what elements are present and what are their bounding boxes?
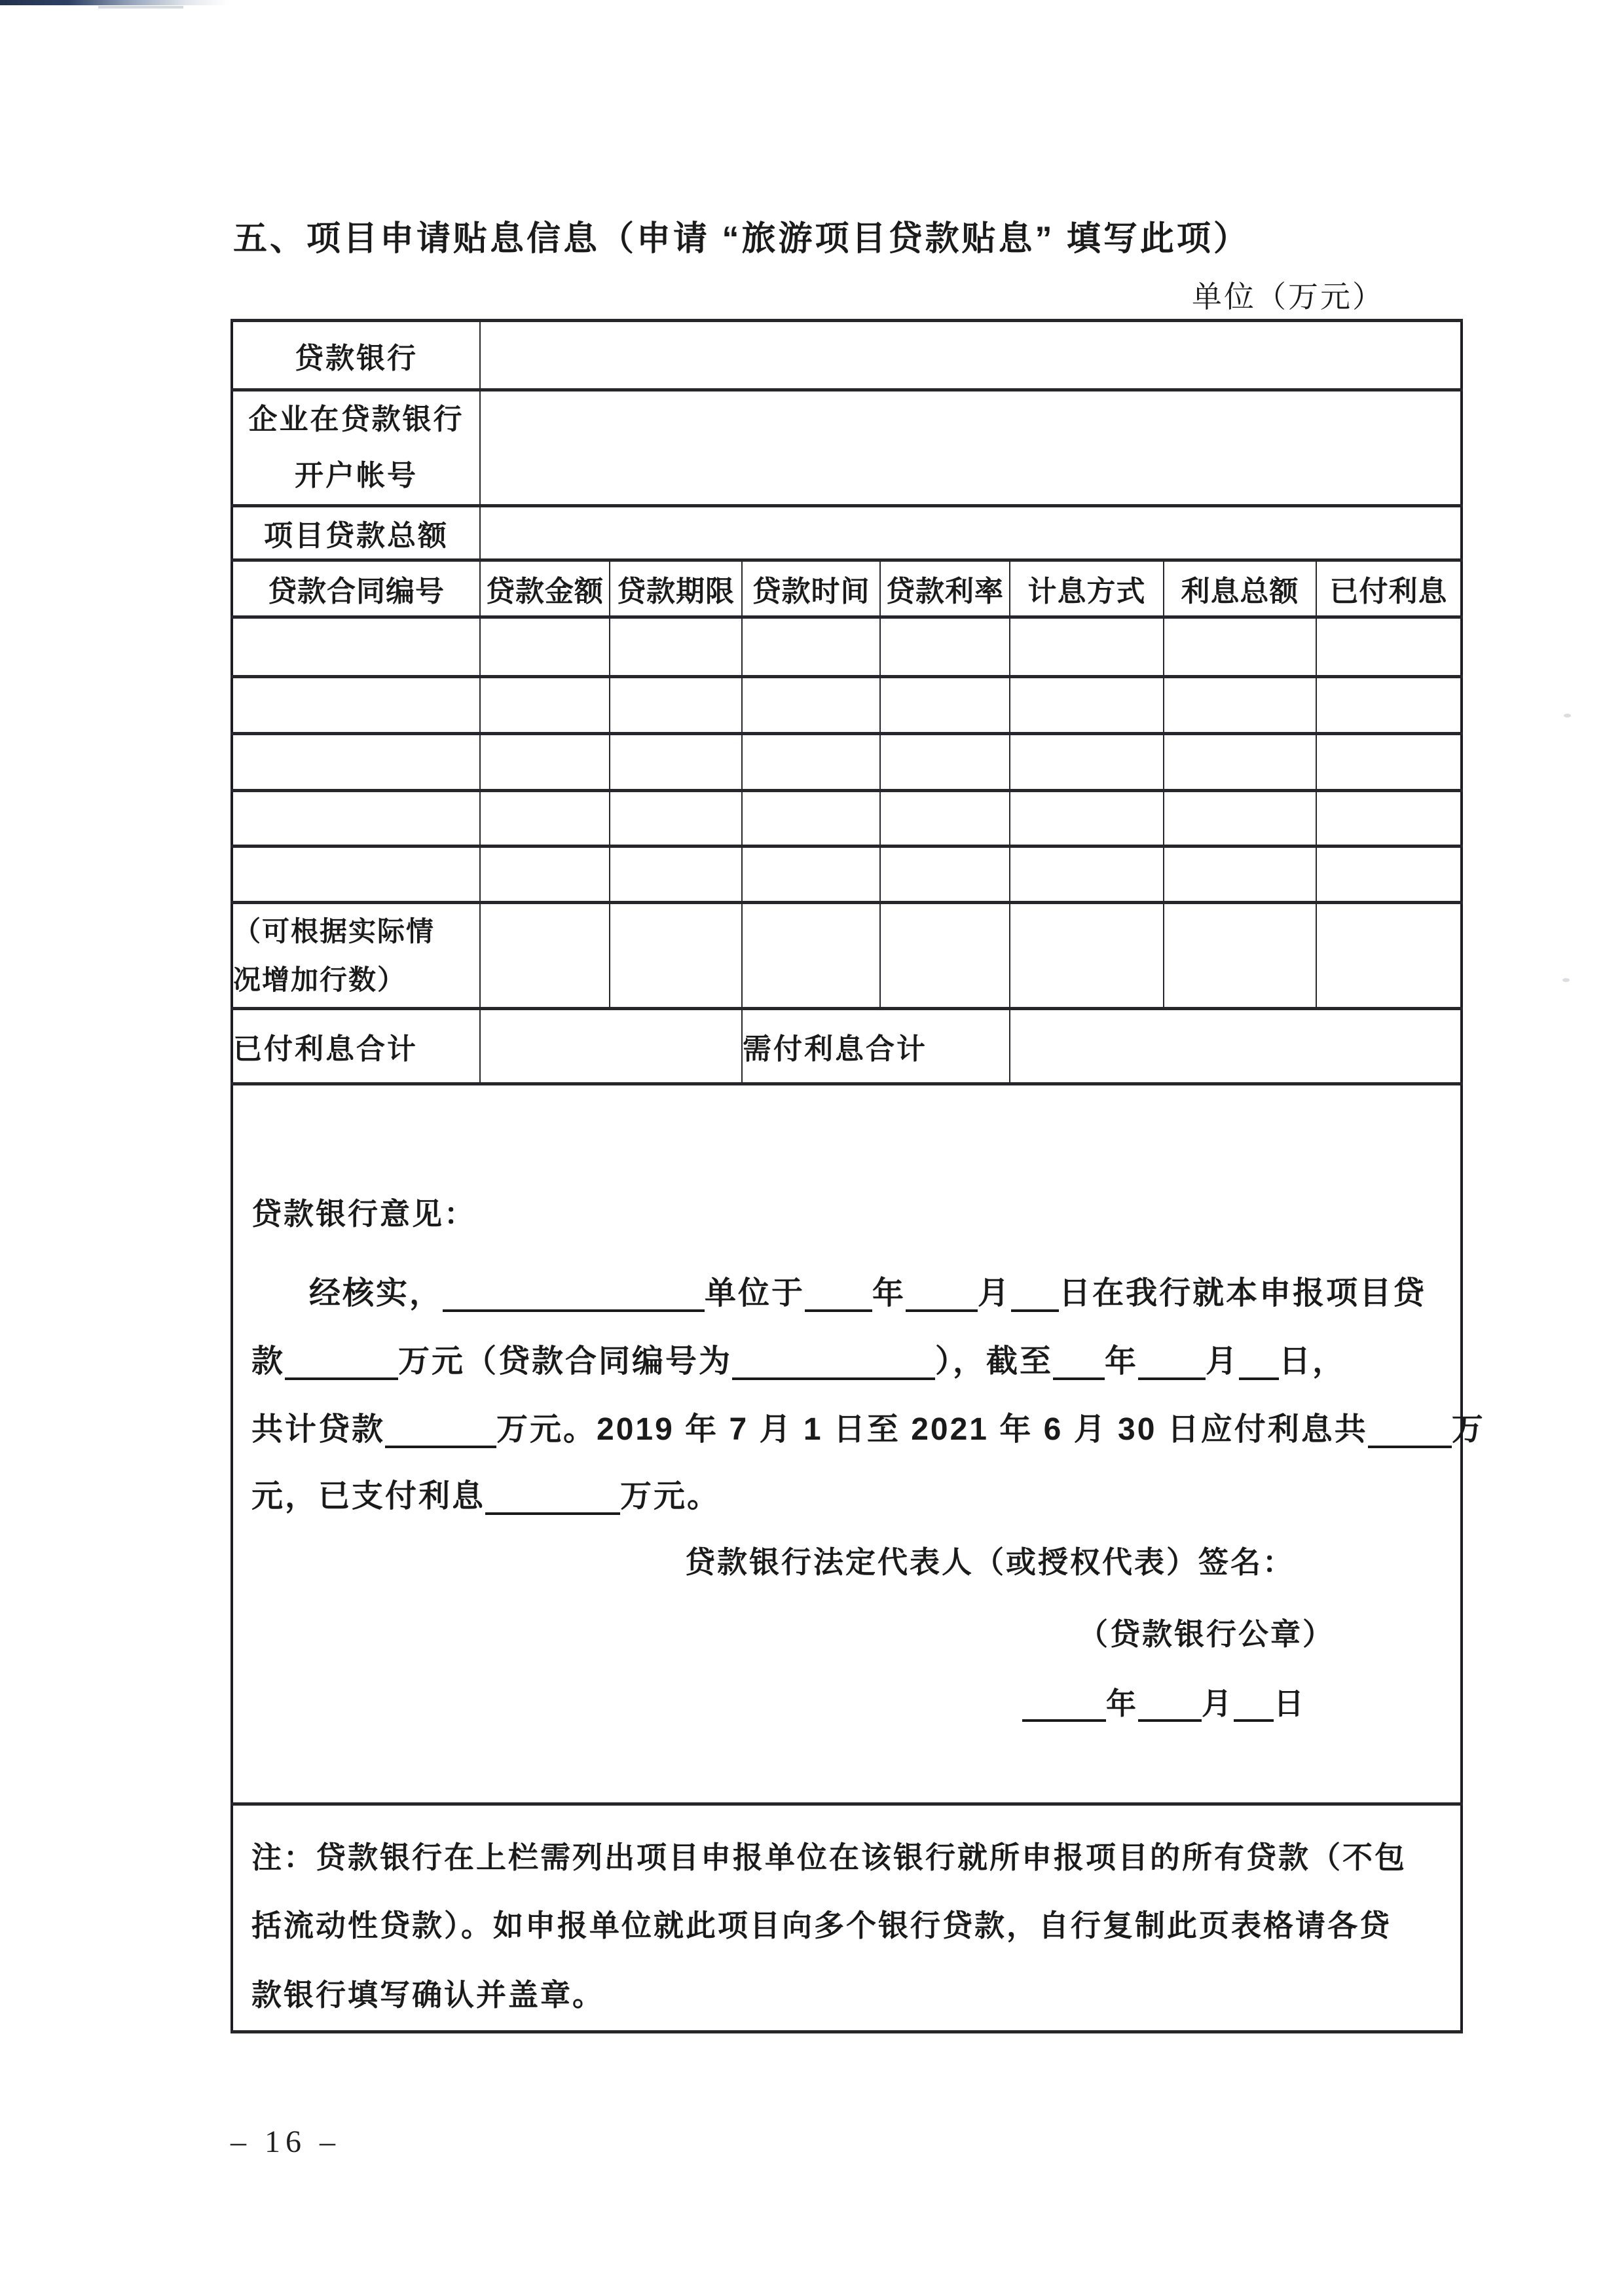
bank-opinion-cell — [232, 1084, 1485, 1804]
opinion-line-1 — [251, 1275, 1426, 1312]
col-header-loan-time: 贷款时间 — [742, 560, 880, 617]
col-header-interest-paid: 已付利息 — [1316, 560, 1462, 617]
loan-record-cell[interactable] — [232, 791, 480, 847]
account-row-label — [232, 390, 480, 506]
loan-record-cell[interactable] — [610, 617, 742, 677]
loan-record-cell[interactable] — [880, 617, 1010, 677]
add-rows-note-line2: 况增加行数） — [233, 964, 407, 995]
loan-record-cell[interactable] — [1316, 847, 1462, 903]
bank-row — [232, 321, 1462, 390]
sign-month-blank[interactable] — [1138, 1685, 1202, 1722]
opinion-text: 单位于 — [705, 1276, 805, 1311]
loan-record-cell[interactable] — [742, 903, 880, 1009]
opinion-line-3 — [251, 1412, 1485, 1448]
opinion-text: 经核实， — [309, 1276, 443, 1311]
col-header-contract-number: 贷款合同编号 — [232, 560, 480, 617]
loan-record-cell[interactable] — [1164, 677, 1316, 734]
loan-record-cell[interactable] — [1010, 903, 1164, 1009]
loan-record-cell[interactable] — [610, 734, 742, 791]
opinion-date-line — [1022, 1685, 1306, 1722]
opinion-text: 年 — [872, 1276, 906, 1311]
footnote-line-3: 款银行填写确认并盖章。 — [251, 1978, 604, 2012]
loan-record-cell[interactable] — [610, 791, 742, 847]
loan-record-row — [232, 617, 1462, 677]
loan-record-cell[interactable] — [880, 734, 1010, 791]
cutoff-day-blank[interactable] — [1239, 1343, 1279, 1380]
sign-day-blank[interactable] — [1234, 1685, 1274, 1722]
interest-due-blank[interactable] — [1368, 1412, 1452, 1448]
loan-record-row — [232, 734, 1462, 791]
opinion-text: ），截至 — [935, 1344, 1054, 1379]
loan-record-cell[interactable] — [1316, 734, 1462, 791]
due-interest-total-label: 需付利息合计 — [742, 1009, 1010, 1084]
scan-artifact-strip — [0, 0, 229, 5]
loan-record-cell[interactable] — [1010, 734, 1164, 791]
scan-speck — [1562, 978, 1570, 982]
bank-row-label: 贷款银行 — [232, 321, 480, 390]
loan-record-cell[interactable] — [742, 791, 880, 847]
contract-number-blank[interactable] — [732, 1343, 935, 1380]
account-label-line2: 开户帐号 — [295, 460, 418, 492]
col-header-loan-term: 贷款期限 — [610, 560, 742, 617]
cutoff-month-blank[interactable] — [1138, 1343, 1206, 1380]
loan-total-value-cell[interactable] — [480, 506, 1462, 560]
opinion-text: 万元（贷款合同编号为 — [398, 1344, 733, 1379]
loan-record-cell[interactable] — [1010, 617, 1164, 677]
loan-record-cell[interactable] — [232, 617, 480, 677]
opinion-text: 款 — [251, 1344, 286, 1379]
unit-name-blank[interactable] — [443, 1275, 705, 1312]
footnote-row — [232, 1804, 1462, 2032]
opinion-text: 万 — [1451, 1412, 1485, 1447]
opinion-line-2 — [251, 1343, 1346, 1380]
page-number: – 16 – — [231, 2124, 341, 2159]
loan-record-cell[interactable] — [480, 847, 610, 903]
scan-speck — [1564, 714, 1571, 718]
bank-signature-label: 贷款银行法定代表人（或授权代表）签名： — [685, 1545, 1295, 1579]
account-row — [232, 390, 1462, 506]
due-interest-total-value-cell[interactable] — [1010, 1009, 1462, 1084]
bank-seal-label: （贷款银行公章） — [1078, 1617, 1335, 1651]
loan-date-year-blank[interactable] — [805, 1275, 872, 1312]
opinion-text: 月 — [978, 1276, 1012, 1311]
loan-record-row — [232, 847, 1462, 903]
opinion-text: 月 — [1206, 1344, 1240, 1379]
footnote-line-1: 注：贷款银行在上栏需列出项目申报单位在该银行就所申报项目的所有贷款（不包 — [251, 1840, 1407, 1874]
loan-record-cell[interactable] — [480, 903, 610, 1009]
opinion-text: 万元。2019 年 7 月 1 日至 2021 年 6 月 30 日应付利息共 — [496, 1412, 1368, 1447]
loan-record-cell[interactable] — [880, 791, 1010, 847]
loan-date-month-blank[interactable] — [906, 1275, 978, 1312]
column-header-row — [232, 560, 1462, 617]
loan-record-cell[interactable] — [232, 847, 480, 903]
scan-artifact-smudge — [98, 6, 183, 9]
loan-record-cell[interactable] — [1316, 677, 1462, 734]
col-header-loan-rate: 贷款利率 — [880, 560, 1010, 617]
col-header-interest-total: 利息总额 — [1164, 560, 1316, 617]
loan-record-cell[interactable] — [480, 677, 610, 734]
date-text: 月 — [1202, 1686, 1234, 1721]
loan-date-day-blank[interactable] — [1011, 1275, 1059, 1312]
interest-totals-row — [232, 1009, 1462, 1084]
account-label-line1: 企业在贷款银行 — [248, 403, 464, 435]
loan-record-cell[interactable] — [742, 617, 880, 677]
loan-record-row — [232, 791, 1462, 847]
loan-record-row — [232, 677, 1462, 734]
loan-record-cell[interactable] — [610, 677, 742, 734]
bank-opinion-row — [232, 1084, 1462, 1804]
loan-record-cell[interactable] — [880, 677, 1010, 734]
unit-label: 单位（万元） — [1192, 280, 1384, 314]
bank-row-value-cell[interactable] — [480, 321, 1462, 390]
total-loan-blank[interactable] — [385, 1412, 496, 1448]
account-row-value-cell[interactable] — [480, 390, 1462, 506]
section-title: 五、项目申请贴息信息（申请 “旅游项目贷款贴息” 填写此项） — [233, 220, 1250, 258]
date-text: 日 — [1274, 1686, 1306, 1721]
loan-record-cell[interactable] — [1316, 617, 1462, 677]
loan-amount-blank[interactable] — [285, 1343, 398, 1380]
interest-paid-blank[interactable] — [485, 1478, 620, 1515]
loan-record-cell[interactable] — [880, 903, 1010, 1009]
opinion-text: 万元。 — [620, 1479, 721, 1514]
add-rows-note-row — [232, 903, 1462, 1009]
loan-record-cell[interactable] — [1164, 847, 1316, 903]
loan-total-row — [232, 506, 1462, 560]
loan-record-cell[interactable] — [1164, 617, 1316, 677]
add-rows-note-line1: （可根据实际情 — [233, 915, 435, 947]
col-header-loan-amount: 贷款金额 — [480, 560, 610, 617]
loan-subsidy-table — [231, 319, 1485, 2033]
bank-opinion-heading: 贷款银行意见： — [251, 1197, 476, 1231]
loan-record-cell[interactable] — [610, 847, 742, 903]
loan-record-cell[interactable] — [1316, 903, 1462, 1009]
loan-record-cell[interactable] — [1164, 903, 1316, 1009]
loan-record-cell[interactable] — [1010, 847, 1164, 903]
add-rows-note-label — [232, 903, 480, 1009]
loan-record-cell[interactable] — [742, 847, 880, 903]
loan-record-cell[interactable] — [480, 617, 610, 677]
loan-record-cell[interactable] — [742, 677, 880, 734]
footnote-cell — [232, 1804, 1462, 2032]
loan-record-cell[interactable] — [1164, 734, 1316, 791]
paid-interest-total-value-cell[interactable] — [480, 1009, 742, 1084]
loan-record-cell[interactable] — [610, 903, 742, 1009]
loan-record-cell[interactable] — [1010, 677, 1164, 734]
loan-record-cell[interactable] — [1010, 791, 1164, 847]
paid-interest-total-label: 已付利息合计 — [232, 1009, 480, 1084]
loan-total-label: 项目贷款总额 — [232, 506, 480, 560]
opinion-line-4 — [251, 1478, 720, 1515]
loan-record-cell[interactable] — [232, 677, 480, 734]
opinion-text: 日， — [1279, 1344, 1346, 1379]
opinion-text: 元，已支付利息 — [251, 1479, 486, 1514]
cutoff-year-blank[interactable] — [1053, 1343, 1105, 1380]
loan-record-cell[interactable] — [480, 734, 610, 791]
sign-year-blank[interactable] — [1022, 1685, 1106, 1722]
footnote-line-2: 括流动性贷款）。如申报单位就此项目向多个银行贷款，自行复制此页表格请各贷 — [251, 1908, 1392, 1942]
date-text: 年 — [1106, 1686, 1138, 1721]
loan-record-cell[interactable] — [742, 734, 880, 791]
opinion-text: 共计贷款 — [251, 1412, 386, 1447]
loan-record-cell[interactable] — [232, 734, 480, 791]
loan-record-cell[interactable] — [1164, 791, 1316, 847]
opinion-text: 日在我行就本申报项目贷 — [1059, 1276, 1427, 1311]
loan-record-cell[interactable] — [880, 847, 1010, 903]
loan-record-cell[interactable] — [1316, 791, 1462, 847]
opinion-text: 年 — [1105, 1344, 1139, 1379]
loan-record-cell[interactable] — [480, 791, 610, 847]
col-header-interest-method: 计息方式 — [1010, 560, 1164, 617]
